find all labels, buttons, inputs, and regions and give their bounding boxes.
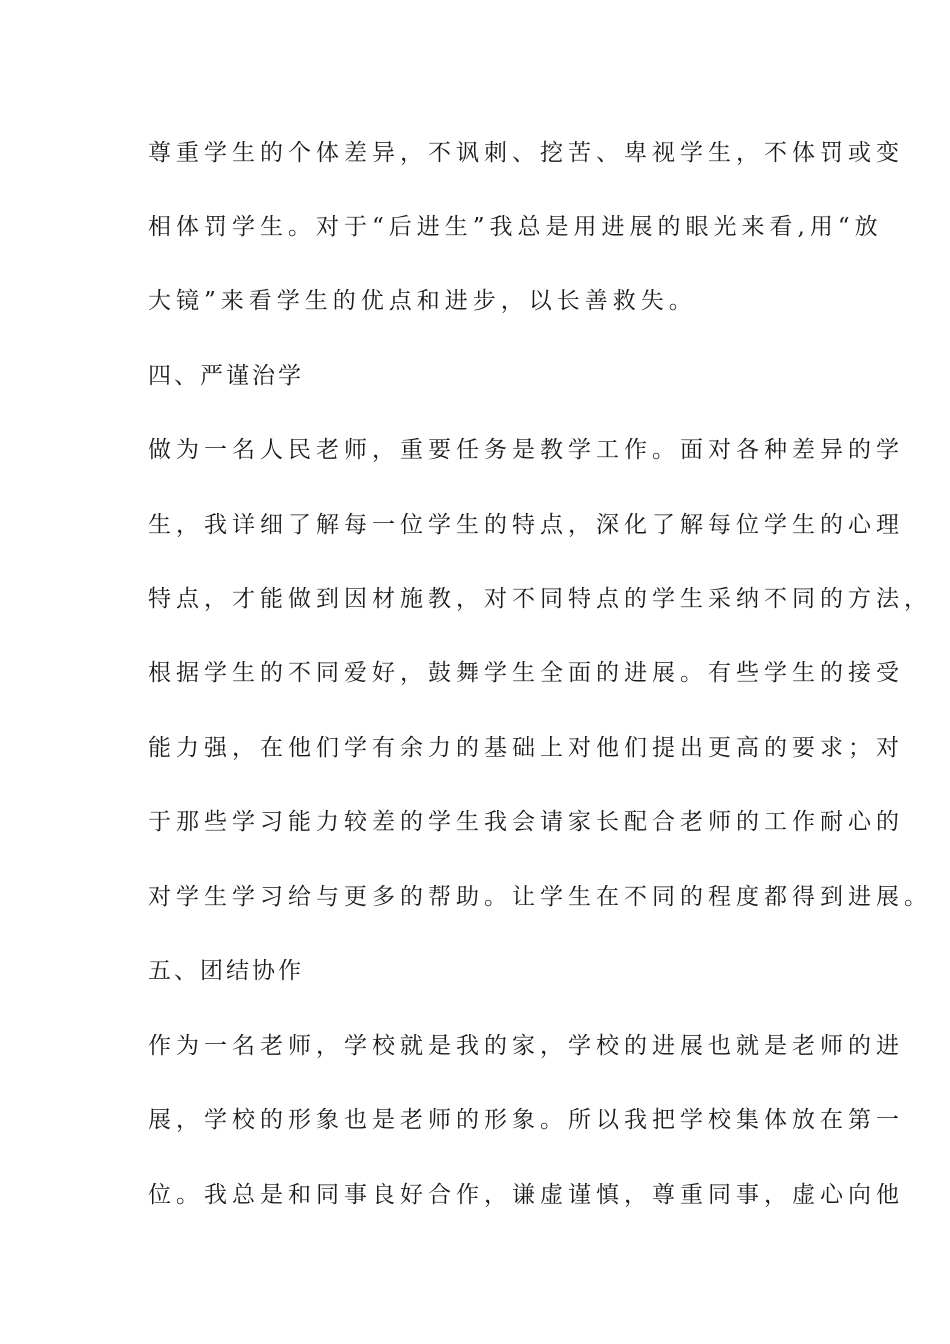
paragraph-line: 生，我详细了解每一位学生的特点，深化了解每位学生的心理 xyxy=(148,512,904,538)
paragraph-line: 做为一名人民老师，重要任务是教学工作。面对各种差异的学 xyxy=(148,437,904,463)
paragraph-line: 展，学校的形象也是老师的形象。所以我把学校集体放在第一 xyxy=(148,1107,904,1133)
paragraph-line: 于那些学习能力较差的学生我会请家长配合老师的工作耐心的 xyxy=(148,809,904,835)
paragraph-line: 能力强，在他们学有余力的基础上对他们提出更高的要求；对 xyxy=(148,735,904,761)
section-heading: 四、严谨治学 xyxy=(148,363,304,389)
paragraph-line: 特点，才能做到因材施教，对不同特点的学生采纳不同的方法， xyxy=(148,586,932,612)
paragraph-line: 尊重学生的个体差异，不讽刺、挖苦、卑视学生，不体罚或变 xyxy=(148,140,904,166)
paragraph-line: 大镜”来看学生的优点和进步，以长善救失。 xyxy=(148,288,697,314)
paragraph-line: 位。我总是和同事良好合作，谦虚谨慎，尊重同事，虚心向他 xyxy=(148,1182,904,1208)
section-heading: 五、团结协作 xyxy=(148,958,304,984)
paragraph-line: 相体罚学生。对于“后进生”我总是用进展的眼光来看,用“放 xyxy=(148,214,883,240)
paragraph-line: 对学生学习给与更多的帮助。让学生在不同的程度都得到进展。 xyxy=(148,884,932,910)
paragraph-line: 作为一名老师，学校就是我的家，学校的进展也就是老师的进 xyxy=(148,1033,904,1059)
paragraph-line: 根据学生的不同爱好，鼓舞学生全面的进展。有些学生的接受 xyxy=(148,660,904,686)
